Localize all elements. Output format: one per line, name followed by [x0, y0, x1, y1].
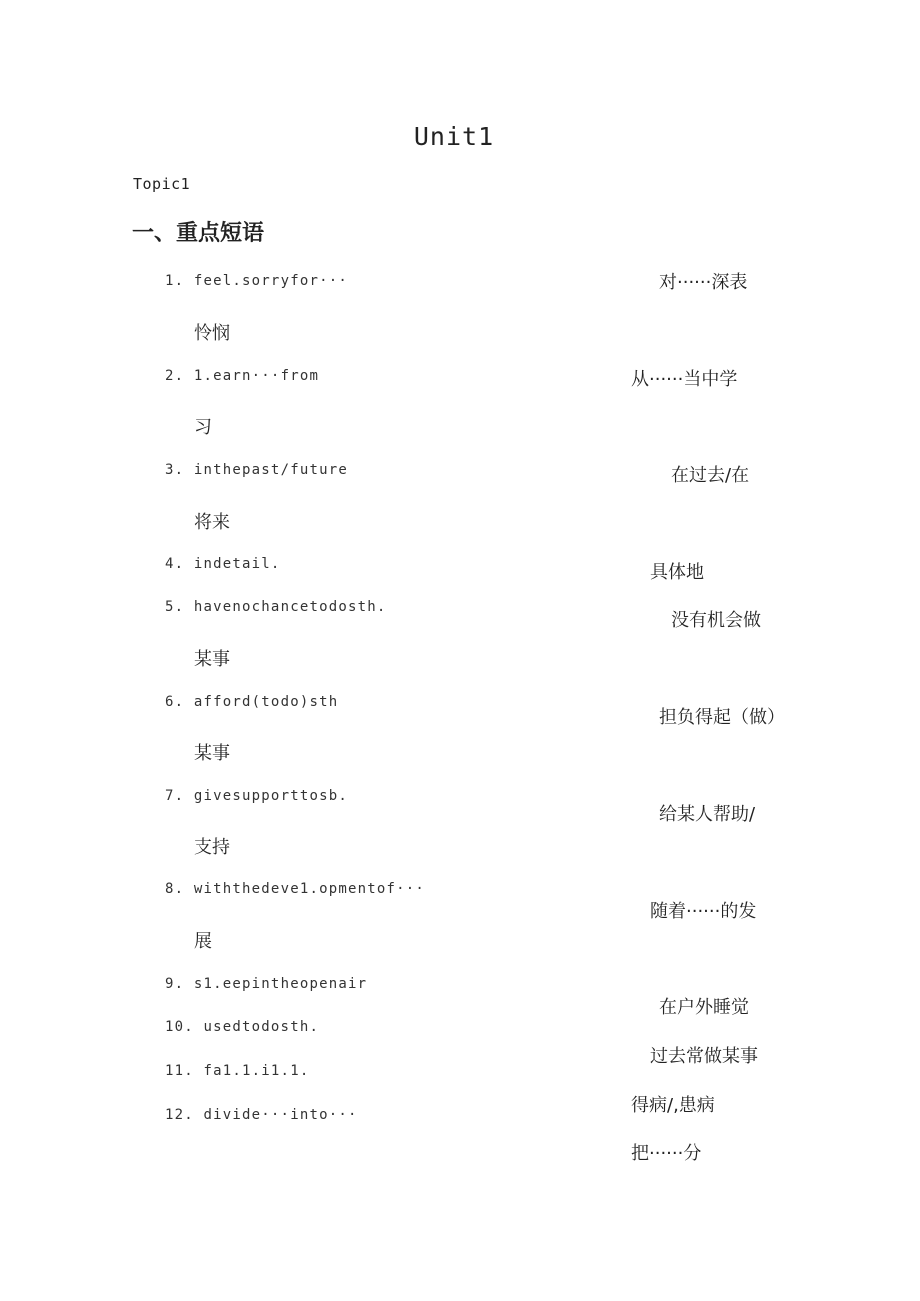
phrase-12-chinese: 把······分 [631, 1143, 702, 1164]
section-heading: 一、重点短语 [132, 221, 265, 246]
phrase-10-chinese: 过去常做某事 [650, 1046, 758, 1067]
phrase-7-chinese: 给某人帮助/ [659, 804, 756, 825]
phrase-6-chinese: 担负得起（做） [659, 707, 785, 728]
phrase-5-chinese-cont: 某事 [194, 649, 230, 670]
phrase-6-chinese-cont: 某事 [194, 743, 230, 764]
phrase-3-chinese-cont: 将来 [194, 512, 230, 533]
phrase-4-english: 4. indetail. [165, 556, 281, 572]
phrase-4-chinese: 具体地 [650, 562, 704, 583]
phrase-2-chinese: 从······当中学 [631, 369, 738, 390]
phrase-5-chinese: 没有机会做 [671, 610, 761, 631]
phrase-1-english: 1. feel.sorryfor··· [165, 273, 348, 289]
phrase-2-english: 2. 1.earn···from [165, 368, 320, 384]
phrase-5-english: 5. havenochancetodosth. [165, 599, 387, 615]
phrase-10-english: 10. usedtodosth. [165, 1019, 320, 1035]
unit-title: Unit1 [413, 122, 495, 151]
phrase-9-english: 9. s1.eepintheopenair [165, 976, 368, 992]
phrase-8-chinese-cont: 展 [194, 931, 212, 952]
phrase-3-english: 3. inthepast/future [165, 462, 348, 478]
phrase-1-chinese-cont: 怜悯 [194, 323, 230, 344]
phrase-3-chinese: 在过去/在 [671, 465, 750, 486]
phrase-7-chinese-cont: 支持 [194, 837, 230, 858]
topic-label: Topic1 [133, 175, 191, 193]
phrase-1-chinese: 对······深表 [659, 272, 748, 293]
phrase-7-english: 7. givesupporttosb. [165, 788, 348, 804]
phrase-8-chinese: 随着······的发 [650, 901, 757, 922]
phrase-12-english: 12. divide···into··· [165, 1107, 358, 1123]
phrase-11-chinese: 得病/,患病 [631, 1095, 715, 1116]
phrase-9-chinese: 在户外睡觉 [659, 997, 749, 1018]
phrase-11-english: 11. fa1.1.i1.1. [165, 1063, 310, 1079]
phrase-2-chinese-cont: 习 [194, 417, 212, 438]
phrase-8-english: 8. withthedeve1.opmentof··· [165, 881, 425, 897]
phrase-6-english: 6. afford(todo)sth [165, 694, 339, 710]
